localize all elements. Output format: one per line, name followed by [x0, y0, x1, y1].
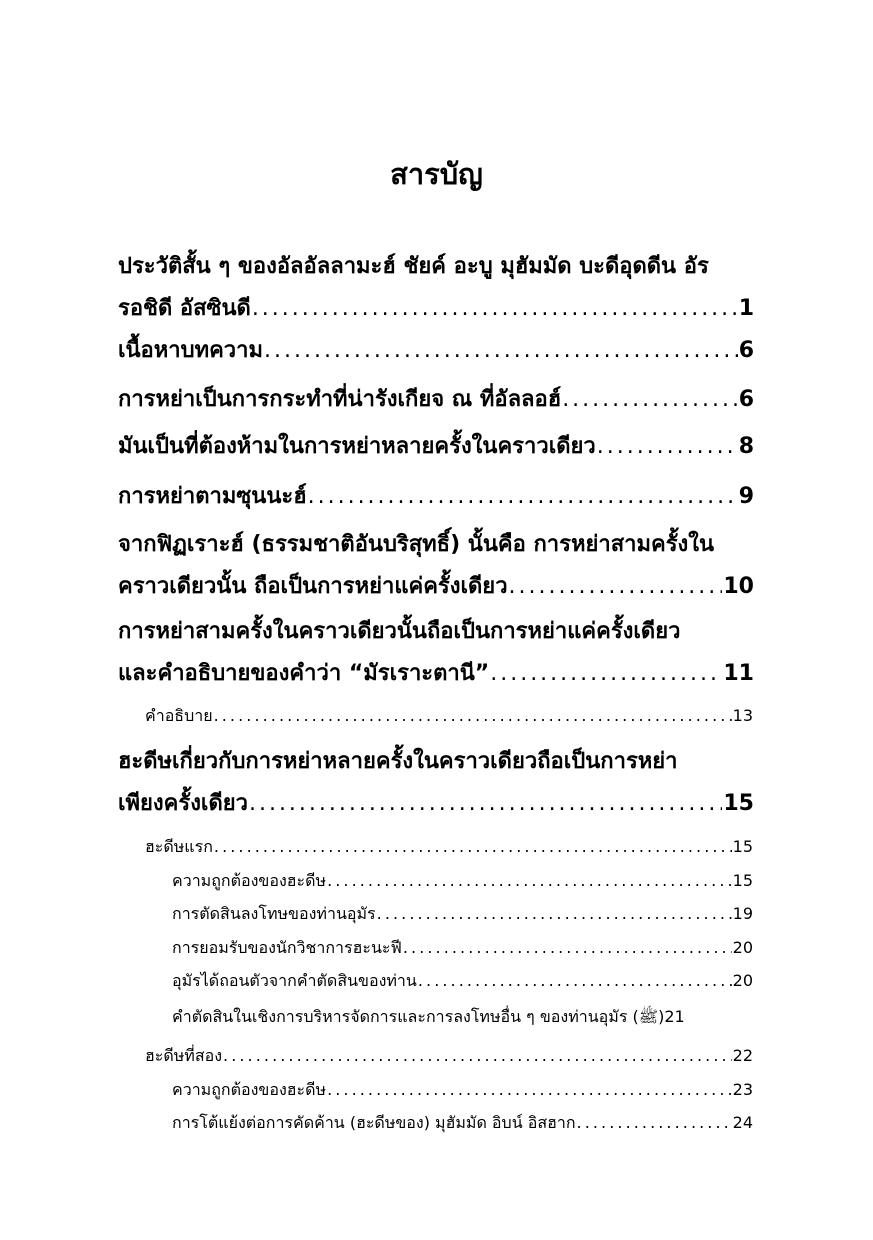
toc-entry-forbidden-multiple[interactable] — [118, 426, 754, 468]
entry-text: การหย่าตามซุนนะฮ์ — [118, 484, 307, 509]
page-number: 20 — [732, 938, 753, 957]
entry-text: การตัดสินลงโทษของท่านอุมัร — [172, 904, 376, 923]
dot-leader — [577, 1110, 732, 1136]
page-number: 15 — [723, 791, 754, 816]
dot-leader — [249, 783, 722, 825]
entry-text: การหย่าเป็นการกระทำที่น่ารังเกียจ ณ ที่อัลลอฮ์ — [118, 387, 562, 412]
toc-entry-ibn-ishaq-rebuttal[interactable] — [172, 1110, 753, 1136]
page-number: 19 — [732, 904, 753, 923]
toc-entry-hanafi-acceptance[interactable] — [172, 935, 753, 961]
entry-text-line2: คราวเดียวนั้น ถือเป็นการหย่าแค่ครั้งเดียว — [118, 574, 508, 599]
entry-text-line2: รอชิดี อัสซินดี — [118, 296, 251, 321]
entry-text-line1: ประวัติสั้น ๆ ของอัลอัลลามะฮ์ ชัยค์ อะบู มุฮัมมัด บะดีอุดดีน อัร — [118, 254, 709, 279]
entry-text: เนื้อหาบทความ — [118, 338, 264, 363]
toc-entry-explanation[interactable] — [145, 703, 753, 729]
page-number: 22 — [732, 1046, 753, 1065]
page-number: 24 — [732, 1113, 753, 1132]
page-number: 8 — [738, 434, 754, 459]
dot-leader — [214, 703, 732, 729]
page-number: 20 — [732, 971, 753, 990]
dot-leader — [327, 868, 732, 894]
entry-text: ฮะดีษแรก — [145, 837, 213, 856]
toc-entry-hadith-authenticity-1[interactable] — [172, 868, 753, 894]
page-number: 23 — [732, 1080, 753, 1099]
dot-leader — [490, 653, 722, 695]
dot-leader — [377, 901, 732, 927]
entry-text-line2: เพียงครั้งเดียว — [118, 791, 248, 816]
toc-entry-umar-withdrew[interactable] — [172, 968, 753, 994]
toc-entry-hadith-authenticity-2[interactable] — [172, 1077, 753, 1103]
toc-entry-second-hadith[interactable] — [145, 1043, 753, 1069]
entry-text: การยอมรับของนักวิชาการฮะนะฟี — [172, 938, 402, 957]
dot-leader — [223, 1043, 732, 1069]
entry-text-line1: จากฟิฏเราะฮ์ (ธรรมชาติอันบริสุทธิ์) นั้นคือ การหย่าสามครั้งใน — [118, 532, 715, 557]
page-title: สารบัญ — [390, 157, 483, 191]
dot-leader — [252, 288, 738, 330]
page-number: 13 — [732, 706, 753, 725]
dot-leader — [327, 1077, 732, 1103]
page-number: 10 — [723, 574, 754, 599]
toc-entry-content[interactable] — [118, 330, 754, 372]
page-number: 1 — [738, 296, 754, 321]
page-number: 15 — [732, 871, 753, 890]
entry-text-line1: ฮะดีษเกี่ยวกับการหย่าหลายครั้งในคราวเดียวถือเป็นการหย่า — [118, 749, 678, 774]
entry-text: ฮะดีษที่สอง — [145, 1046, 223, 1065]
entry-text-line2: และคำอธิบายของคำว่า “มัรเราะตานี” — [118, 661, 490, 686]
toc-entry-divorce-disliked[interactable] — [118, 379, 754, 421]
dot-leader — [562, 379, 738, 421]
dot-leader — [597, 426, 738, 468]
entry-text: มันเป็นที่ต้องห้ามในการหย่าหลายครั้งในคราวเดียว — [118, 434, 596, 459]
entry-text: ความถูกต้องของฮะดีษ — [172, 1080, 327, 1099]
toc-entry-umar-administrative[interactable] — [172, 1004, 753, 1030]
dot-leader — [264, 330, 738, 372]
toc-entry-sunnah-divorce[interactable] — [118, 476, 754, 518]
dot-leader — [403, 935, 732, 961]
toc-entry-fitrah[interactable] — [118, 524, 754, 608]
page-number: 6 — [738, 338, 754, 363]
entry-text: การโต้แย้งต่อการคัดค้าน (ฮะดีษของ) มุฮัมมัด อิบน์ อิสฮาก — [172, 1113, 576, 1132]
dot-leader — [308, 476, 738, 518]
page-number: 9 — [738, 484, 754, 509]
dot-leader — [214, 834, 732, 860]
toc-entry-first-hadith[interactable] — [145, 834, 753, 860]
entry-text: ความถูกต้องของฮะดีษ — [172, 871, 327, 890]
toc-entry-umar-ruling[interactable] — [172, 901, 753, 927]
dot-leader — [509, 566, 723, 608]
entry-text-line1: การหย่าสามครั้งในคราวเดียวนั้นถือเป็นการหย่าแค่ครั้งเดียว — [118, 619, 681, 644]
toc-entry-three-as-one[interactable] — [118, 611, 754, 695]
entry-text: อุมัรได้ถอนตัวจากคำตัดสินของท่าน — [172, 971, 417, 990]
toc-entry-hadith-multiple[interactable] — [118, 741, 754, 825]
page-number: 6 — [738, 387, 754, 412]
entry-text: คำตัดสินในเชิงการบริหารจัดการและการลงโทษอื่น ๆ ของท่านอุมัร (ﷺ) — [172, 1007, 665, 1026]
page-number: 11 — [723, 661, 754, 686]
dot-leader — [418, 968, 732, 994]
page-number: 21 — [664, 1007, 685, 1026]
entry-text: คำอธิบาย — [145, 706, 213, 725]
page-number: 15 — [732, 837, 753, 856]
toc-entry-biography[interactable] — [118, 246, 754, 330]
